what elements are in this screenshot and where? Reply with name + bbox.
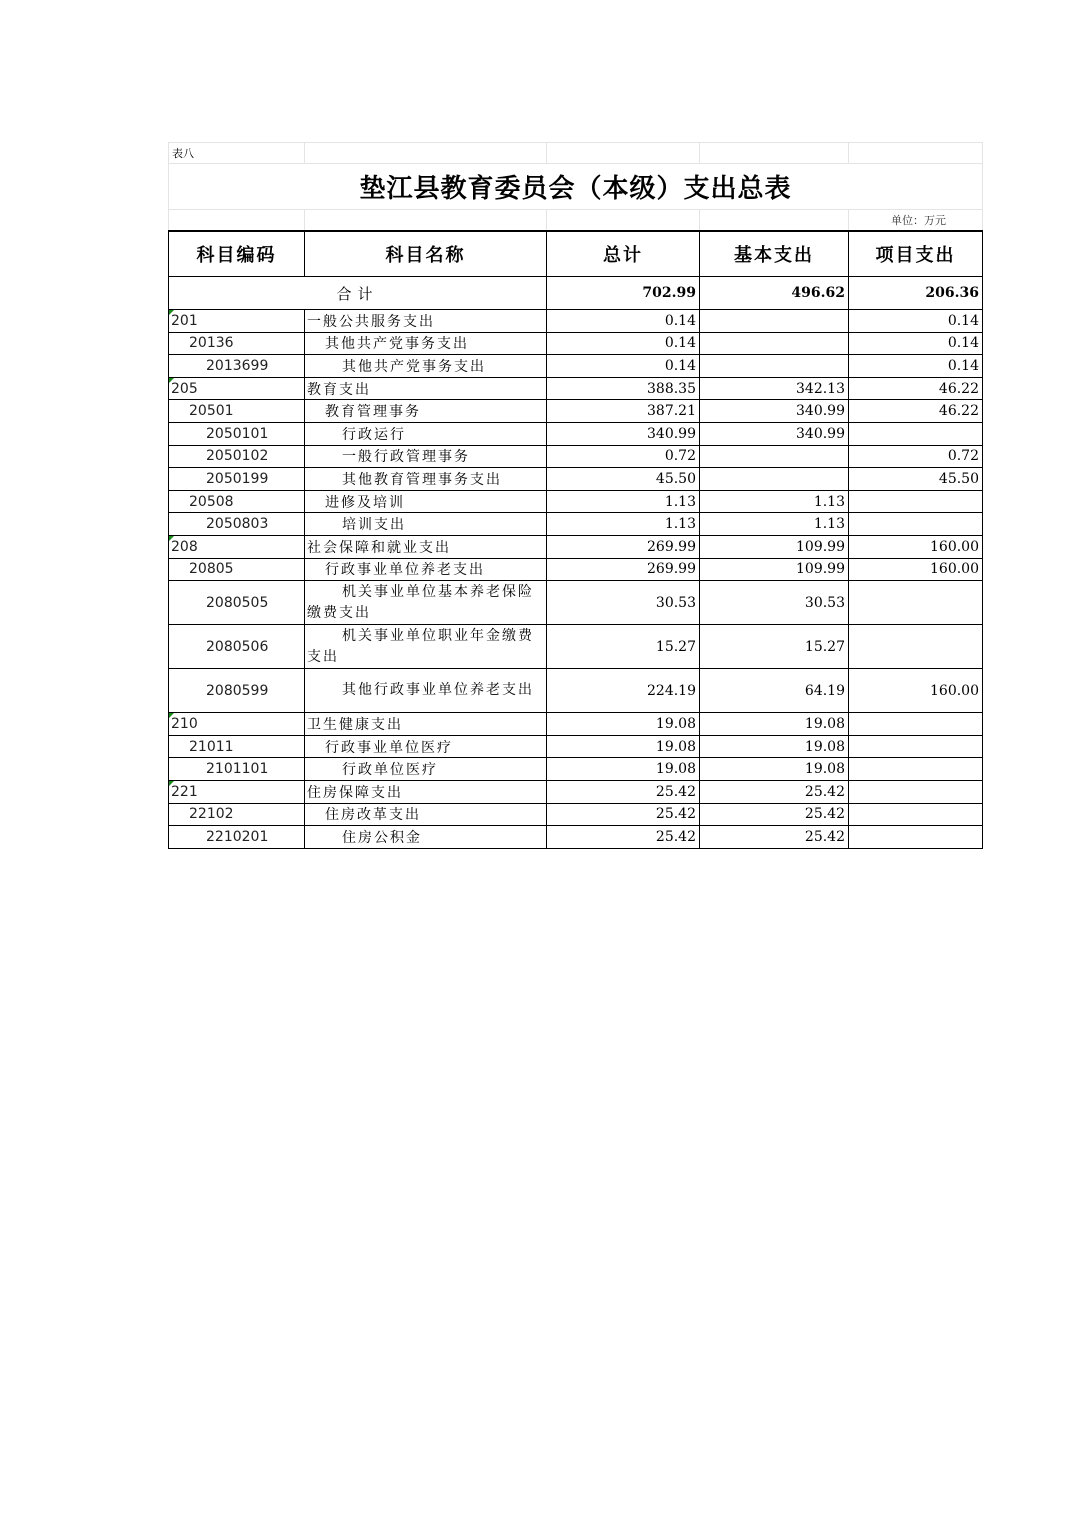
table-row [169, 581, 983, 625]
subject-code: 20508 [169, 490, 305, 513]
cell-basic: 19.08 [700, 758, 849, 781]
header-row [169, 231, 983, 277]
subject-name: 其他教育管理事务支出 [305, 468, 547, 491]
cell-project: 45.50 [849, 468, 983, 491]
subject-code: 205 [169, 377, 305, 400]
table-row [169, 713, 983, 736]
cell-basic [700, 445, 849, 468]
cell-project: 160.00 [849, 669, 983, 713]
subject-name: 卫生健康支出 [305, 713, 547, 736]
subject-code: 2050803 [169, 513, 305, 536]
sheet-title: 垫江县教育委员会（本级）支出总表 [169, 164, 983, 210]
total-basic: 496.62 [700, 277, 849, 310]
subject-code: 2013699 [169, 355, 305, 378]
cell-basic: 342.13 [700, 377, 849, 400]
subject-name: 住房公积金 [305, 826, 547, 849]
expenditure-table [168, 142, 983, 849]
subject-code: 21011 [169, 735, 305, 758]
table-row [169, 535, 983, 558]
subject-code: 208 [169, 535, 305, 558]
cell-total: 1.13 [547, 490, 700, 513]
cell-basic [700, 468, 849, 491]
cell-project: 46.22 [849, 400, 983, 423]
cell-basic: 19.08 [700, 735, 849, 758]
header-name: 科目名称 [305, 231, 547, 277]
total-project: 206.36 [849, 277, 983, 310]
cell-total: 25.42 [547, 803, 700, 826]
cell-project: 0.72 [849, 445, 983, 468]
cell-total: 25.42 [547, 826, 700, 849]
cell-total: 19.08 [547, 713, 700, 736]
table-row [169, 513, 983, 536]
subject-name: 行政事业单位医疗 [305, 735, 547, 758]
subject-name: 机关事业单位基本养老保险缴费支出 [305, 581, 547, 625]
cell-total: 25.42 [547, 780, 700, 803]
cell-total: 19.08 [547, 758, 700, 781]
subject-code: 2080505 [169, 581, 305, 625]
cell-basic: 64.19 [700, 669, 849, 713]
subject-code: 2080599 [169, 669, 305, 713]
cell-basic: 340.99 [700, 400, 849, 423]
cell-total: 387.21 [547, 400, 700, 423]
subject-name: 社会保障和就业支出 [305, 535, 547, 558]
cell-project [849, 735, 983, 758]
subject-name: 教育支出 [305, 377, 547, 400]
cell-project: 160.00 [849, 558, 983, 581]
table-row [169, 625, 983, 669]
subject-name: 住房保障支出 [305, 780, 547, 803]
subject-code: 20805 [169, 558, 305, 581]
cell-total: 0.14 [547, 332, 700, 355]
table-row [169, 468, 983, 491]
subject-name: 培训支出 [305, 513, 547, 536]
cell-project [849, 581, 983, 625]
cell-total: 224.19 [547, 669, 700, 713]
subject-code: 2101101 [169, 758, 305, 781]
table-row [169, 422, 983, 445]
subject-name: 一般行政管理事务 [305, 445, 547, 468]
cell-project [849, 513, 983, 536]
subject-code: 20501 [169, 400, 305, 423]
subject-name: 其他共产党事务支出 [305, 355, 547, 378]
subject-name: 一般公共服务支出 [305, 310, 547, 333]
subject-code: 2050102 [169, 445, 305, 468]
cell-project [849, 713, 983, 736]
subject-name: 行政单位医疗 [305, 758, 547, 781]
subject-code: 201 [169, 310, 305, 333]
cell-basic: 1.13 [700, 513, 849, 536]
subject-code: 22102 [169, 803, 305, 826]
table-row [169, 310, 983, 333]
cell-project: 0.14 [849, 332, 983, 355]
cell-basic: 30.53 [700, 581, 849, 625]
subject-code: 210 [169, 713, 305, 736]
subject-name: 机关事业单位职业年金缴费支出 [305, 625, 547, 669]
cell-project [849, 490, 983, 513]
sheet-label: 表八 [169, 143, 305, 164]
header-code: 科目编码 [169, 231, 305, 277]
subject-name: 住房改革支出 [305, 803, 547, 826]
cell-project: 0.14 [849, 355, 983, 378]
cell-total: 0.72 [547, 445, 700, 468]
cell-basic: 1.13 [700, 490, 849, 513]
table-row [169, 803, 983, 826]
cell-project: 0.14 [849, 310, 983, 333]
header-total: 总计 [547, 231, 700, 277]
cell-total: 269.99 [547, 558, 700, 581]
cell-project [849, 422, 983, 445]
subject-name: 其他行政事业单位养老支出 [305, 669, 547, 713]
cell-project: 160.00 [849, 535, 983, 558]
total-total: 702.99 [547, 277, 700, 310]
cell-basic: 15.27 [700, 625, 849, 669]
table-row [169, 445, 983, 468]
cell-total: 340.99 [547, 422, 700, 445]
subject-name: 进修及培训 [305, 490, 547, 513]
cell-basic: 19.08 [700, 713, 849, 736]
header-project: 项目支出 [849, 231, 983, 277]
table-row [169, 558, 983, 581]
subject-code: 20136 [169, 332, 305, 355]
subject-code: 221 [169, 780, 305, 803]
table-row [169, 669, 983, 713]
table-row [169, 490, 983, 513]
cell-total: 269.99 [547, 535, 700, 558]
table-row [169, 400, 983, 423]
cell-total: 45.50 [547, 468, 700, 491]
cell-basic: 109.99 [700, 535, 849, 558]
subject-code: 2210201 [169, 826, 305, 849]
cell-total: 19.08 [547, 735, 700, 758]
cell-basic: 25.42 [700, 803, 849, 826]
total-row [169, 277, 983, 310]
cell-basic: 25.42 [700, 826, 849, 849]
cell-total: 0.14 [547, 310, 700, 333]
cell-basic [700, 332, 849, 355]
table-row [169, 735, 983, 758]
cell-basic [700, 310, 849, 333]
header-basic: 基本支出 [700, 231, 849, 277]
subject-code: 2050199 [169, 468, 305, 491]
subject-name: 行政事业单位养老支出 [305, 558, 547, 581]
cell-basic: 340.99 [700, 422, 849, 445]
cell-project [849, 803, 983, 826]
subject-code: 2050101 [169, 422, 305, 445]
table-row [169, 758, 983, 781]
table-row [169, 355, 983, 378]
cell-project: 46.22 [849, 377, 983, 400]
cell-basic [700, 355, 849, 378]
cell-total: 15.27 [547, 625, 700, 669]
cell-total: 30.53 [547, 581, 700, 625]
cell-basic: 25.42 [700, 780, 849, 803]
expenditure-sheet [168, 142, 982, 849]
unit-label: 单位：万元 [849, 210, 983, 232]
cell-project [849, 826, 983, 849]
cell-total: 1.13 [547, 513, 700, 536]
cell-project [849, 780, 983, 803]
table-row [169, 780, 983, 803]
table-row [169, 377, 983, 400]
cell-total: 388.35 [547, 377, 700, 400]
table-row [169, 332, 983, 355]
subject-code: 2080506 [169, 625, 305, 669]
subject-name: 行政运行 [305, 422, 547, 445]
cell-basic: 109.99 [700, 558, 849, 581]
total-label: 合计 [169, 277, 547, 310]
cell-project [849, 758, 983, 781]
subject-name: 教育管理事务 [305, 400, 547, 423]
cell-project [849, 625, 983, 669]
table-row [169, 826, 983, 849]
cell-total: 0.14 [547, 355, 700, 378]
subject-name: 其他共产党事务支出 [305, 332, 547, 355]
